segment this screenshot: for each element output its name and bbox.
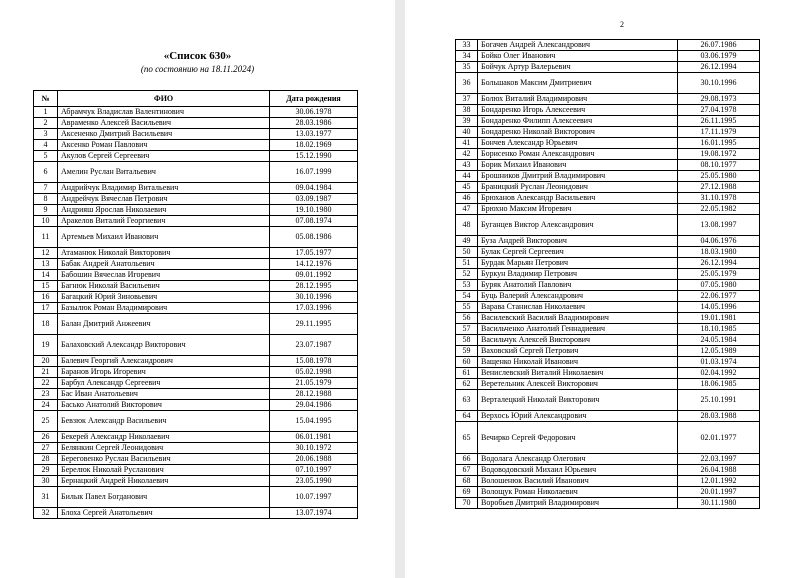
- table-row: [34, 183, 358, 194]
- row-name: Волощук Роман Николаевич: [478, 487, 678, 498]
- row-number: 48: [456, 215, 478, 236]
- table-row: [34, 205, 358, 216]
- row-name: Андрейчук Вячеслав Петрович: [58, 194, 270, 205]
- row-number: 22: [34, 378, 58, 389]
- row-birthdate: 05.02.1998: [270, 367, 358, 378]
- row-number: 20: [34, 356, 58, 367]
- row-number: 17: [34, 303, 58, 314]
- row-number: 30: [34, 476, 58, 487]
- row-number: 46: [456, 193, 478, 204]
- table-row: [456, 291, 760, 302]
- row-name: Брошников Дмитрий Владимирович: [478, 171, 678, 182]
- row-birthdate: 09.01.1992: [270, 270, 358, 281]
- row-name: Большаков Максим Дмитриевич: [478, 73, 678, 94]
- table-row: [34, 389, 358, 400]
- row-name: Борик Михаил Иванович: [478, 160, 678, 171]
- row-name: Барбул Александр Сергеевич: [58, 378, 270, 389]
- row-birthdate: 19.01.1981: [678, 313, 760, 324]
- table-row: [456, 280, 760, 291]
- row-birthdate: 12.05.1989: [678, 346, 760, 357]
- row-name: Воробьев Дмитрий Владимирович: [478, 498, 678, 509]
- row-number: 25: [34, 411, 58, 432]
- row-number: 33: [456, 40, 478, 51]
- row-birthdate: 28.12.1988: [270, 389, 358, 400]
- row-birthdate: 16.07.1999: [270, 162, 358, 183]
- row-birthdate: 07.05.1980: [678, 280, 760, 291]
- row-number: 44: [456, 171, 478, 182]
- table-row: [34, 248, 358, 259]
- table-row: [456, 193, 760, 204]
- row-number: 53: [456, 280, 478, 291]
- row-number: 63: [456, 390, 478, 411]
- row-name: Борисенко Роман Александрович: [478, 149, 678, 160]
- row-number: 32: [34, 508, 58, 519]
- row-birthdate: 27.12.1988: [678, 182, 760, 193]
- table-row: [456, 313, 760, 324]
- table-row: [456, 302, 760, 313]
- row-name: Варава Станислав Николаевич: [478, 302, 678, 313]
- row-birthdate: 30.11.1980: [678, 498, 760, 509]
- row-birthdate: 13.08.1997: [678, 215, 760, 236]
- row-name: Брюханов Александр Васильевич: [478, 193, 678, 204]
- row-name: Буза Андрей Викторович: [478, 236, 678, 247]
- table-row: [34, 335, 358, 356]
- row-name: Буркун Владимир Петрович: [478, 269, 678, 280]
- row-name: Бурдак Марьян Петрович: [478, 258, 678, 269]
- table-row: [456, 105, 760, 116]
- row-name: Болюх Виталий Владимирович: [478, 94, 678, 105]
- row-name: Богачев Андрей Александрович: [478, 40, 678, 51]
- row-name: Ващенко Николай Иванович: [478, 357, 678, 368]
- row-number: 8: [34, 194, 58, 205]
- table-row: [456, 368, 760, 379]
- table-row: [456, 62, 760, 73]
- row-number: 55: [456, 302, 478, 313]
- row-name: Бондаренко Николай Викторович: [478, 127, 678, 138]
- row-number: 66: [456, 454, 478, 465]
- table-row: [34, 411, 358, 432]
- row-birthdate: 18.10.1985: [678, 324, 760, 335]
- row-birthdate: 18.03.1980: [678, 247, 760, 258]
- table-row: [456, 127, 760, 138]
- table-row: [456, 171, 760, 182]
- row-name: Билык Павел Богданович: [58, 487, 270, 508]
- table-row: [456, 215, 760, 236]
- row-birthdate: 19.08.1972: [678, 149, 760, 160]
- row-name: Аксенко Роман Павлович: [58, 140, 270, 151]
- row-birthdate: 13.03.1977: [270, 129, 358, 140]
- row-birthdate: 23.07.1987: [270, 335, 358, 356]
- row-birthdate: 03.09.1987: [270, 194, 358, 205]
- table-row: [34, 227, 358, 248]
- row-name: Вечирко Сергей Федорович: [478, 422, 678, 454]
- row-birthdate: 25.10.1991: [678, 390, 760, 411]
- row-number: 5: [34, 151, 58, 162]
- row-birthdate: 21.05.1979: [270, 378, 358, 389]
- row-birthdate: 25.05.1979: [678, 269, 760, 280]
- row-birthdate: 26.11.1995: [678, 116, 760, 127]
- row-name: Андрияш Ярослав Николаевич: [58, 205, 270, 216]
- table-row: [34, 432, 358, 443]
- row-number: 60: [456, 357, 478, 368]
- row-name: Венислевский Виталий Николаевич: [478, 368, 678, 379]
- table-row: [456, 182, 760, 193]
- row-name: Браницкий Руслан Леонидович: [478, 182, 678, 193]
- table-row: [456, 324, 760, 335]
- row-number: 37: [456, 94, 478, 105]
- row-name: Бас Иван Анатольевич: [58, 389, 270, 400]
- row-birthdate: 30.06.1978: [270, 107, 358, 118]
- row-number: 11: [34, 227, 58, 248]
- table-row: [34, 314, 358, 335]
- table-row: [34, 107, 358, 118]
- row-number: 12: [34, 248, 58, 259]
- row-birthdate: 06.01.1981: [270, 432, 358, 443]
- row-number: 68: [456, 476, 478, 487]
- row-name: Буць Валерий Александрович: [478, 291, 678, 302]
- table-row: [34, 367, 358, 378]
- row-birthdate: 01.03.1974: [678, 357, 760, 368]
- row-birthdate: 18.06.1985: [678, 379, 760, 390]
- row-name: Василевский Василий Владимирович: [478, 313, 678, 324]
- row-name: Бернацкий Андрей Николаевич: [58, 476, 270, 487]
- row-birthdate: 30.10.1996: [678, 73, 760, 94]
- row-birthdate: 14.05.1996: [678, 302, 760, 313]
- row-name: Береговенко Руслан Васильевич: [58, 454, 270, 465]
- row-number: 54: [456, 291, 478, 302]
- row-birthdate: 20.01.1997: [678, 487, 760, 498]
- row-number: 6: [34, 162, 58, 183]
- table-row: [456, 51, 760, 62]
- table-row: [34, 140, 358, 151]
- row-name: Басько Анатолий Викторович: [58, 400, 270, 411]
- row-birthdate: 16.01.1995: [678, 138, 760, 149]
- row-birthdate: 26.12.1994: [678, 62, 760, 73]
- row-birthdate: 28.12.1995: [270, 281, 358, 292]
- row-name: Верхось Юрий Александрович: [478, 411, 678, 422]
- table-row: [34, 194, 358, 205]
- row-number: 62: [456, 379, 478, 390]
- table-row: [34, 151, 358, 162]
- row-name: Балевич Георгий Александрович: [58, 356, 270, 367]
- row-number: 3: [34, 129, 58, 140]
- row-number: 9: [34, 205, 58, 216]
- row-number: 14: [34, 270, 58, 281]
- row-name: Волошенюк Василий Иванович: [478, 476, 678, 487]
- row-name: Багнюк Николай Васильевич: [58, 281, 270, 292]
- table-row: [34, 378, 358, 389]
- row-name: Бевзюк Александр Васильевич: [58, 411, 270, 432]
- header-birthdate: Дата рождения: [270, 91, 358, 107]
- table-row: [456, 422, 760, 454]
- row-number: 2: [34, 118, 58, 129]
- row-birthdate: 19.10.1980: [270, 205, 358, 216]
- row-number: 61: [456, 368, 478, 379]
- row-number: 38: [456, 105, 478, 116]
- table-row: [456, 390, 760, 411]
- names-table-page-2: [455, 39, 760, 509]
- row-number: 47: [456, 204, 478, 215]
- table-row: [34, 129, 358, 140]
- row-name: Аракелов Виталий Георгиевич: [58, 216, 270, 227]
- row-birthdate: 28.03.1986: [270, 118, 358, 129]
- row-name: Бабак Андрей Анатольевич: [58, 259, 270, 270]
- row-number: 69: [456, 487, 478, 498]
- row-name: Бончев Александр Юрьевич: [478, 138, 678, 149]
- table-row: [34, 400, 358, 411]
- table-row: [34, 292, 358, 303]
- row-name: Блоха Сергей Анатольевич: [58, 508, 270, 519]
- row-name: Булак Сергей Сергеевич: [478, 247, 678, 258]
- table-row: [34, 118, 358, 129]
- table-row: [34, 465, 358, 476]
- row-birthdate: 12.01.1992: [678, 476, 760, 487]
- row-number: 1: [34, 107, 58, 118]
- row-number: 13: [34, 259, 58, 270]
- table-header-row: [34, 91, 358, 107]
- row-number: 24: [34, 400, 58, 411]
- row-birthdate: 26.07.1986: [678, 40, 760, 51]
- row-number: 16: [34, 292, 58, 303]
- row-number: 57: [456, 324, 478, 335]
- table-row: [456, 258, 760, 269]
- table-row: [34, 454, 358, 465]
- table-row: [456, 149, 760, 160]
- row-name: Баранов Игорь Игоревич: [58, 367, 270, 378]
- table-row: [456, 40, 760, 51]
- row-name: Водолага Александр Олегович: [478, 454, 678, 465]
- row-number: 65: [456, 422, 478, 454]
- table-row: [456, 138, 760, 149]
- table-row: [456, 346, 760, 357]
- table-row: [456, 94, 760, 105]
- row-number: 41: [456, 138, 478, 149]
- row-number: 67: [456, 465, 478, 476]
- row-birthdate: 22.06.1977: [678, 291, 760, 302]
- row-name: Водоводовский Михаил Юрьевич: [478, 465, 678, 476]
- row-number: 56: [456, 313, 478, 324]
- row-name: Акулов Сергей Сергеевич: [58, 151, 270, 162]
- row-number: 34: [456, 51, 478, 62]
- row-name: Берелюк Николай Русланович: [58, 465, 270, 476]
- row-name: Амелин Руслан Витальевич: [58, 162, 270, 183]
- row-name: Абрамчук Владислав Валентинович: [58, 107, 270, 118]
- row-name: Бондаренко Филипп Алексеевич: [478, 116, 678, 127]
- document-title: «Список 630»: [163, 50, 232, 62]
- row-birthdate: 07.10.1997: [270, 465, 358, 476]
- row-number: 70: [456, 498, 478, 509]
- table-row: [456, 247, 760, 258]
- table-row: [34, 162, 358, 183]
- table-row: [456, 236, 760, 247]
- row-number: 4: [34, 140, 58, 151]
- row-birthdate: 22.05.1982: [678, 204, 760, 215]
- row-number: 42: [456, 149, 478, 160]
- header-name: ФИО: [58, 91, 270, 107]
- row-birthdate: 27.04.1978: [678, 105, 760, 116]
- row-number: 10: [34, 216, 58, 227]
- row-name: Атаманюк Николай Викторович: [58, 248, 270, 259]
- row-name: Брюхно Максим Игоревич: [478, 204, 678, 215]
- table-row: [456, 465, 760, 476]
- row-birthdate: 28.03.1988: [678, 411, 760, 422]
- page-number: 2: [620, 20, 624, 29]
- table-row: [34, 303, 358, 314]
- row-name: Багацкий Юрий Зиновьевич: [58, 292, 270, 303]
- row-birthdate: 15.04.1995: [270, 411, 358, 432]
- table-row: [34, 270, 358, 281]
- row-birthdate: 04.06.1976: [678, 236, 760, 247]
- row-birthdate: 22.03.1997: [678, 454, 760, 465]
- row-number: 39: [456, 116, 478, 127]
- row-number: 18: [34, 314, 58, 335]
- row-birthdate: 15.08.1978: [270, 356, 358, 367]
- table-row: [34, 356, 358, 367]
- table-row: [34, 487, 358, 508]
- row-birthdate: 26.12.1994: [678, 258, 760, 269]
- row-name: Бойко Олег Иванович: [478, 51, 678, 62]
- row-birthdate: 20.06.1988: [270, 454, 358, 465]
- table-row: [34, 216, 358, 227]
- table-row: [456, 335, 760, 346]
- row-name: Васильчук Алексей Викторович: [478, 335, 678, 346]
- row-birthdate: 17.11.1979: [678, 127, 760, 138]
- row-number: 64: [456, 411, 478, 422]
- row-birthdate: 14.12.1976: [270, 259, 358, 270]
- row-number: 52: [456, 269, 478, 280]
- row-birthdate: 09.04.1984: [270, 183, 358, 194]
- table-row: [456, 204, 760, 215]
- table-row: [456, 487, 760, 498]
- table-row: [34, 476, 358, 487]
- row-number: 51: [456, 258, 478, 269]
- document-page-2: [405, 0, 800, 578]
- table-row: [456, 454, 760, 465]
- row-number: 49: [456, 236, 478, 247]
- document-page-1: [0, 0, 395, 578]
- row-name: Балаховский Александр Викторович: [58, 335, 270, 356]
- table-row: [34, 508, 358, 519]
- row-number: 23: [34, 389, 58, 400]
- row-birthdate: 02.01.1977: [678, 422, 760, 454]
- row-number: 7: [34, 183, 58, 194]
- row-birthdate: 24.05.1984: [678, 335, 760, 346]
- row-birthdate: 03.06.1979: [678, 51, 760, 62]
- row-name: Балан Дмитрий Анжеевич: [58, 314, 270, 335]
- row-birthdate: 29.04.1986: [270, 400, 358, 411]
- row-name: Буряк Анатолий Павлович: [478, 280, 678, 291]
- row-name: Васильченко Анатолий Геннадиевич: [478, 324, 678, 335]
- row-birthdate: 29.11.1995: [270, 314, 358, 335]
- row-name: Авраменко Алексей Васильевич: [58, 118, 270, 129]
- row-number: 59: [456, 346, 478, 357]
- row-birthdate: 10.07.1997: [270, 487, 358, 508]
- row-number: 50: [456, 247, 478, 258]
- row-birthdate: 02.04.1992: [678, 368, 760, 379]
- row-name: Бойчук Артур Валерьевич: [478, 62, 678, 73]
- row-name: Бабошин Вячеслав Игоревич: [58, 270, 270, 281]
- row-name: Веретельник Алексей Викторович: [478, 379, 678, 390]
- table-row: [456, 498, 760, 509]
- row-name: Белянкин Сергей Леонидович: [58, 443, 270, 454]
- row-number: 29: [34, 465, 58, 476]
- table-row: [456, 357, 760, 368]
- row-birthdate: 08.10.1977: [678, 160, 760, 171]
- row-number: 43: [456, 160, 478, 171]
- table-row: [34, 281, 358, 292]
- row-birthdate: 31.10.1978: [678, 193, 760, 204]
- row-number: 31: [34, 487, 58, 508]
- document-subtitle: (по состоянию на 18.11.2024): [140, 64, 255, 74]
- row-birthdate: 17.05.1977: [270, 248, 358, 259]
- table-row: [456, 160, 760, 171]
- table-row: [456, 379, 760, 390]
- row-birthdate: 30.10.1996: [270, 292, 358, 303]
- row-birthdate: 05.08.1986: [270, 227, 358, 248]
- row-number: 21: [34, 367, 58, 378]
- row-name: Бондаренко Игорь Алексеевич: [478, 105, 678, 116]
- row-name: Буганцев Виктор Александрович: [478, 215, 678, 236]
- row-number: 35: [456, 62, 478, 73]
- row-number: 15: [34, 281, 58, 292]
- row-name: Верталецкий Николай Викторович: [478, 390, 678, 411]
- row-number: 19: [34, 335, 58, 356]
- row-birthdate: 18.02.1969: [270, 140, 358, 151]
- row-name: Аксененко Дмитрий Васильевич: [58, 129, 270, 140]
- header-number: №: [34, 91, 58, 107]
- row-number: 27: [34, 443, 58, 454]
- row-number: 28: [34, 454, 58, 465]
- row-birthdate: 15.12.1990: [270, 151, 358, 162]
- row-name: Андрийчук Владимир Витальевич: [58, 183, 270, 194]
- row-number: 26: [34, 432, 58, 443]
- row-name: Артемьев Михаил Иванович: [58, 227, 270, 248]
- row-birthdate: 25.05.1980: [678, 171, 760, 182]
- names-table-page-1: [33, 90, 358, 519]
- table-row: [456, 269, 760, 280]
- row-birthdate: 17.03.1996: [270, 303, 358, 314]
- row-number: 40: [456, 127, 478, 138]
- row-birthdate: 30.10.1972: [270, 443, 358, 454]
- row-name: Базылюк Роман Владимирович: [58, 303, 270, 314]
- table-row: [456, 116, 760, 127]
- row-name: Бекерей Александр Николаевич: [58, 432, 270, 443]
- table-row: [456, 476, 760, 487]
- row-name: Ваховский Сергей Петрович: [478, 346, 678, 357]
- row-number: 58: [456, 335, 478, 346]
- row-birthdate: 13.07.1974: [270, 508, 358, 519]
- row-birthdate: 26.04.1988: [678, 465, 760, 476]
- row-birthdate: 29.08.1973: [678, 94, 760, 105]
- table-row: [456, 411, 760, 422]
- row-number: 45: [456, 182, 478, 193]
- row-birthdate: 07.08.1974: [270, 216, 358, 227]
- row-number: 36: [456, 73, 478, 94]
- table-row: [34, 443, 358, 454]
- table-row: [456, 73, 760, 94]
- table-row: [34, 259, 358, 270]
- row-birthdate: 23.05.1990: [270, 476, 358, 487]
